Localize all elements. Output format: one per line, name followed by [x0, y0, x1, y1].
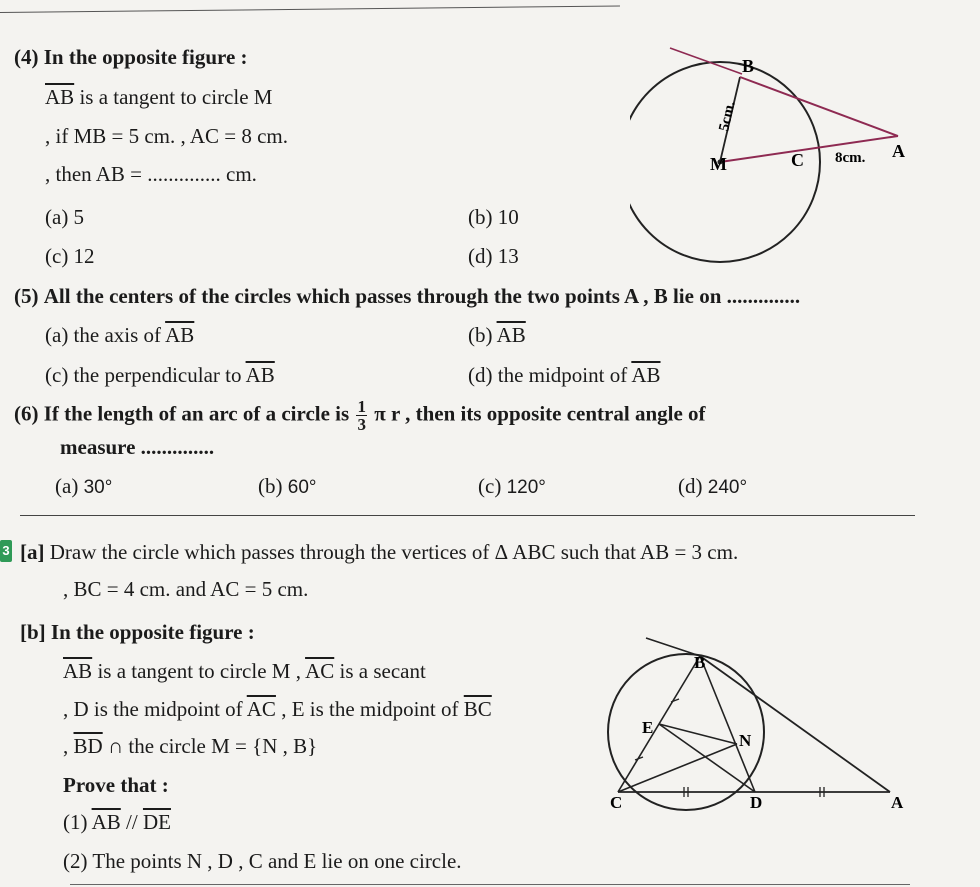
q6-option-c[interactable] [478, 474, 546, 499]
s3b-line3 [63, 734, 317, 759]
s3a-line2: , BC = 4 cm. and AC = 5 cm. [63, 577, 309, 601]
s3b-prove: Prove that : [63, 773, 169, 797]
q6-fraction-num: 1 [357, 397, 366, 416]
s3b-tick-be [671, 699, 679, 702]
s3b-prove-1-seg-ab: $\overline{AB}$ [91, 810, 121, 834]
q4-figure [630, 40, 920, 280]
q4-option-d[interactable]: (d) 13 [468, 244, 519, 268]
s3b-label-d: D [750, 793, 763, 812]
q4-label-a: A [892, 141, 905, 161]
q4-number: (4) [14, 45, 39, 69]
q5-option-d-seg: $\overline{AB}$ [631, 363, 661, 387]
s3b-seg-ac: $\overline{AC}$ [305, 659, 335, 683]
s3a-line1 [20, 540, 738, 565]
q6-text-before: If the length of an arc of a circle is [43, 401, 350, 426]
s3b-line1-end: is a secant [334, 659, 426, 683]
q6-option-b-letter: (b) [258, 474, 283, 498]
s3b-seg-ab: $\overline{AB}$ [63, 659, 93, 683]
q6-option-c-letter: (c) [478, 474, 502, 498]
s3b-prove-2-number: (2) [63, 849, 88, 873]
q6-option-d-letter: (d) [678, 474, 703, 498]
q6-option-b-value: 60° [287, 477, 317, 498]
q4-heading [14, 45, 248, 70]
q5-stem [14, 284, 800, 309]
s3b-segment-cn [618, 744, 737, 792]
q4-option-a[interactable]: (a) 5 [45, 205, 85, 229]
q6-text-after: π r , then its opposite central angle of [374, 401, 706, 426]
q6-option-a-letter: (a) [55, 474, 79, 498]
q4-line-ma [720, 136, 898, 162]
s3b-prove-1-parallel: // [120, 810, 143, 834]
s3b-label-c: C [610, 793, 623, 812]
s3b-prove-1-number: (1) [63, 810, 88, 834]
s3b-line2-seg-bc: $\overline{BC}$ [463, 697, 492, 721]
s3b-segment-en [659, 724, 737, 744]
q5-text: All the centers of the circles which passes through the two points A , B lie on .............. [43, 284, 801, 308]
q4-label-mb-length: 5cm. [716, 99, 739, 133]
q5-option-c-prefix: (c) the perpendicular to [45, 363, 246, 387]
q6-stem [14, 398, 706, 433]
s3b-label-b: B [694, 653, 706, 672]
q4-line1-rest: is a tangent to circle M [74, 85, 273, 109]
s3b-heading [20, 620, 255, 645]
s3b-label-n: N [739, 731, 752, 750]
s3b-line3-rest: ∩ the circle M = {N , B} [102, 734, 318, 758]
q4-title: In the opposite figure : [43, 45, 248, 69]
q6-option-d[interactable] [678, 474, 747, 499]
q5-option-b-seg: $\overline{AB}$ [496, 323, 526, 347]
s3b-line2 [63, 697, 492, 722]
q4-option-c[interactable]: (c) 12 [45, 244, 95, 268]
q6-line2: measure .............. [60, 435, 215, 459]
q5-option-a[interactable] [45, 323, 194, 348]
q5-option-c[interactable] [45, 363, 275, 388]
s3b-line1-mid: is a tangent to circle M , [92, 659, 306, 683]
s3b-line3-pre: , [63, 734, 74, 758]
top-rule [0, 6, 620, 13]
q4-label-b: B [742, 56, 755, 76]
q5-option-d[interactable] [468, 363, 661, 388]
q4-line3: , then AB = .............. cm. [45, 162, 257, 186]
q6-fraction-den: 3 [357, 415, 366, 434]
section-marker: 3 [0, 540, 12, 562]
s3b-tangent-extension [646, 638, 700, 656]
s3b-line3-seg-bd: $\overline{BD}$ [73, 734, 103, 758]
q4-line2: , if MB = 5 cm. , AC = 8 cm. [45, 124, 289, 148]
s3b-line2-pre: , D is the midpoint of [63, 697, 247, 721]
q6-fraction [356, 398, 367, 433]
s3b-prove-2-text: The points N , D , C and E lie on one circle. [92, 849, 462, 873]
q5-option-a-seg: $\overline{AB}$ [165, 323, 195, 347]
q4-seg-ab: $\overline{AB}$ [45, 85, 75, 109]
s3b-label-a: A [891, 793, 904, 812]
s3a-label: [a] [20, 540, 45, 564]
q6-option-c-value: 120° [506, 477, 546, 498]
q5-option-b-prefix: (b) [468, 323, 497, 347]
s3b-title: In the opposite figure : [50, 620, 255, 644]
s3b-prove-1-seg-de: $\overline{DE}$ [142, 810, 171, 834]
s3a-text: Draw the circle which passes through the vertices of Δ ABC such that AB = 3 cm. [49, 540, 739, 564]
q4-line1 [45, 85, 272, 110]
bottom-rule [70, 884, 910, 885]
s3b-line2-seg-ac: $\overline{AC}$ [246, 697, 276, 721]
s3b-prove-1 [63, 810, 171, 835]
q6-number: (6) [14, 401, 39, 426]
s3b-line1 [63, 659, 426, 684]
q4-label-ac-length: 8cm. [835, 150, 866, 166]
q4-tangent-ab [740, 77, 898, 136]
q5-option-a-prefix: (a) the axis of [45, 323, 166, 347]
q5-option-d-prefix: (d) the midpoint of [468, 363, 632, 387]
s3b-tangent-ab [700, 656, 890, 792]
q6-option-d-value: 240° [707, 477, 748, 498]
s3b-figure [600, 632, 930, 822]
q6-option-a[interactable] [55, 474, 112, 499]
q4-option-b[interactable]: (b) 10 [468, 205, 519, 229]
q4-label-c: C [791, 150, 804, 170]
q5-option-b[interactable] [468, 323, 526, 348]
s3b-label: [b] [20, 620, 46, 644]
s3b-label-e: E [642, 718, 654, 737]
q6-option-b[interactable] [258, 474, 316, 499]
q5-option-c-seg: $\overline{AB}$ [245, 363, 275, 387]
s3b-prove-2 [63, 849, 462, 874]
q4-label-m: M [710, 154, 727, 174]
section-divider [20, 515, 915, 516]
q5-number: (5) [14, 284, 39, 308]
q6-option-a-value: 30° [83, 477, 113, 498]
s3b-line2-mid: , E is the midpoint of [275, 697, 464, 721]
